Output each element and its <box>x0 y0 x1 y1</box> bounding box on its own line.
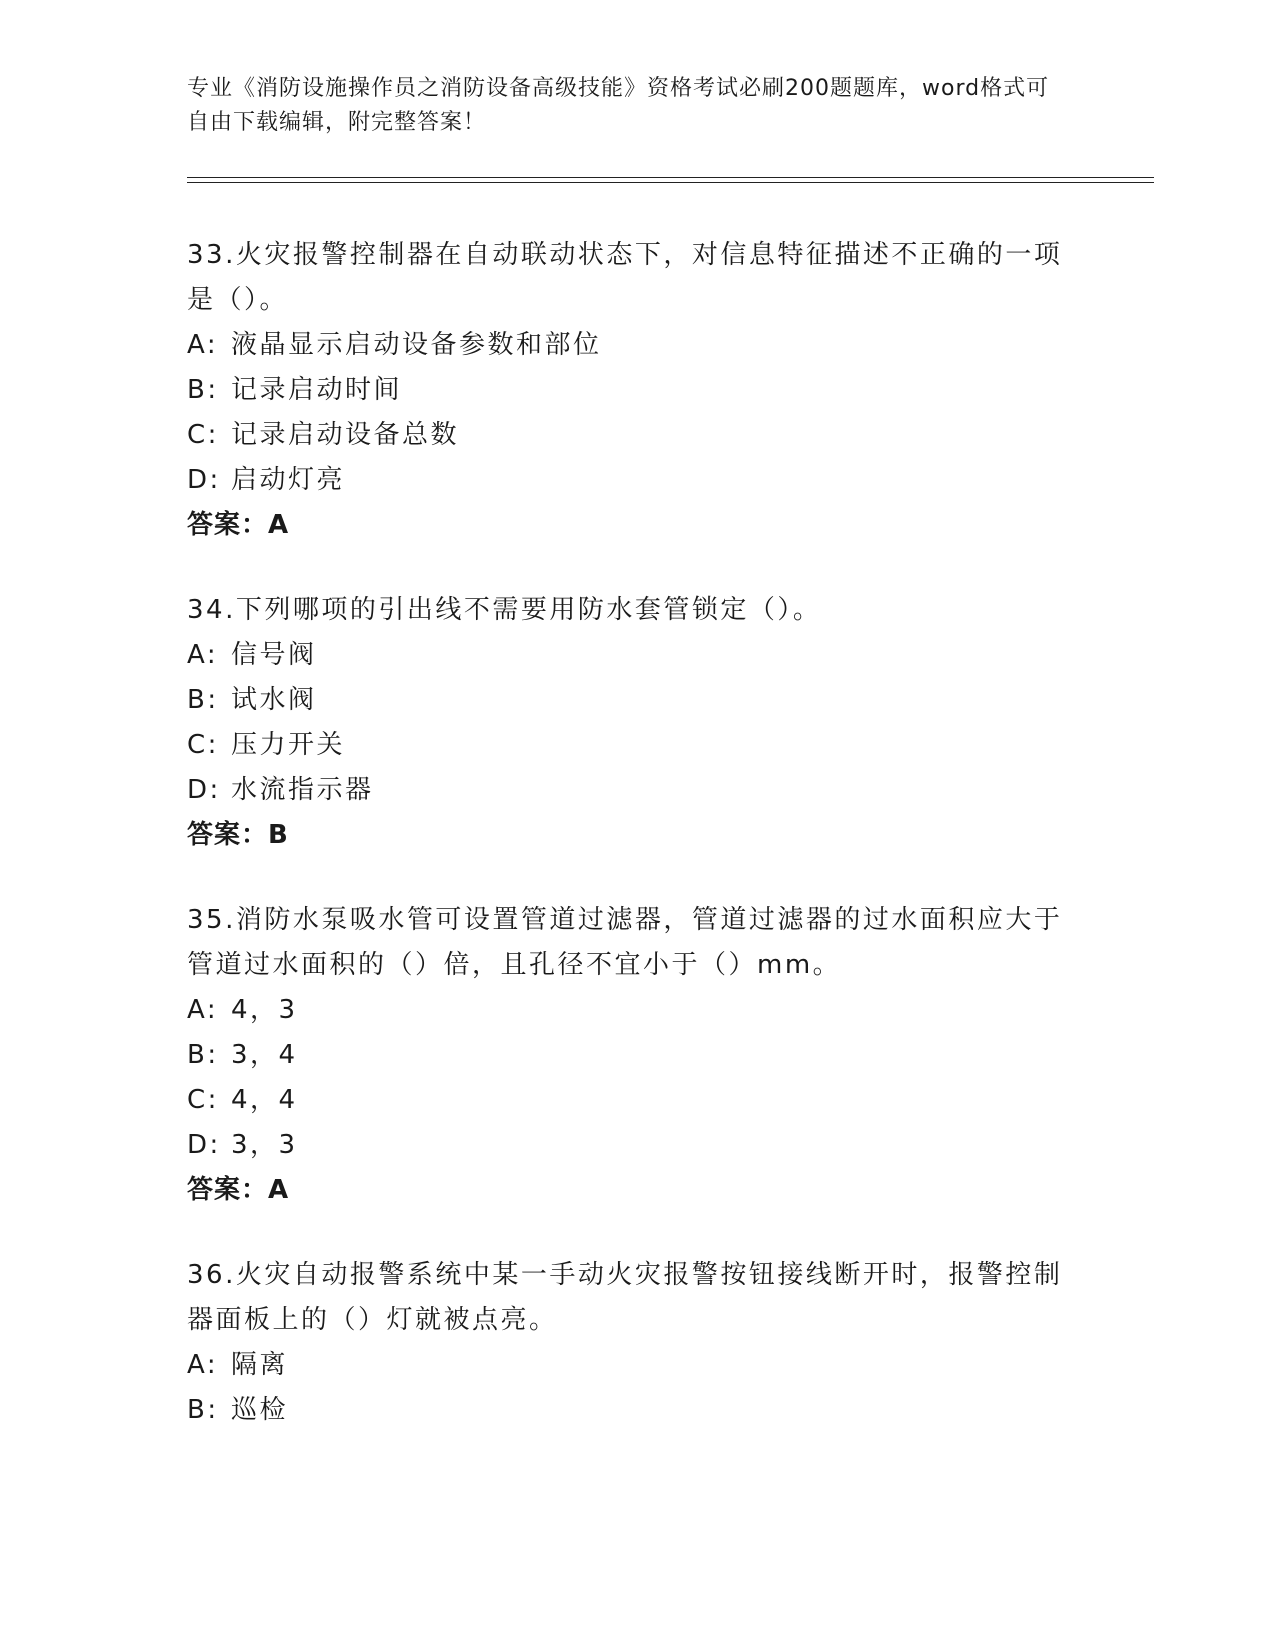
option-letter: B: <box>187 1395 219 1425</box>
option-letter: D: <box>187 465 221 495</box>
option-letter: B: <box>187 685 219 715</box>
option-letter: D: <box>187 1130 221 1160</box>
question-36 <box>187 1253 1087 1433</box>
question-text: 35.消防水泵吸水管可设置管道过滤器，管道过滤器的过水面积应大于管道过水面积的（）倍，且孔径不宜小于（）mm。 <box>187 905 1063 980</box>
option-letter: A: <box>187 640 219 670</box>
question-text: 33.火灾报警控制器在自动联动状态下，对信息特征描述不正确的一项是（）。 <box>187 240 1063 315</box>
question-text: 36.火灾自动报警系统中某一手动火灾报警按钮接线断开时，报警控制器面板上的（）灯就被点亮。 <box>187 1260 1063 1335</box>
option-c <box>187 1078 1087 1123</box>
question-33 <box>187 233 1087 548</box>
option-text: 4，3 <box>231 995 298 1025</box>
option-b <box>187 368 1087 413</box>
option-a <box>187 323 1087 368</box>
option-text: 启动灯亮 <box>231 465 346 495</box>
question-34 <box>187 588 1087 858</box>
option-d <box>187 458 1087 503</box>
header-divider-top <box>187 177 1154 178</box>
option-text: 3，4 <box>231 1040 298 1070</box>
answer-line: 答案：A <box>187 1175 290 1205</box>
option-text: 液晶显示启动设备参数和部位 <box>231 330 602 360</box>
option-a <box>187 1343 1087 1388</box>
option-text: 试水阀 <box>231 685 317 715</box>
document-header: 专业《消防设施操作员之消防设备高级技能》资格考试必刷200题题库，word格式可自由下载编辑，附完整答案！ <box>187 76 1050 135</box>
option-text: 巡检 <box>231 1395 289 1425</box>
option-letter: C: <box>187 420 219 450</box>
option-a <box>187 988 1087 1033</box>
option-text: 3，3 <box>231 1130 298 1160</box>
option-c <box>187 413 1087 458</box>
question-35 <box>187 898 1087 1213</box>
question-list <box>187 233 1087 1473</box>
option-d <box>187 1123 1087 1168</box>
question-text: 34.下列哪项的引出线不需要用防水套管锁定（）。 <box>187 595 822 625</box>
header-divider-bottom <box>187 182 1154 183</box>
option-letter: C: <box>187 730 219 760</box>
option-b <box>187 1388 1087 1433</box>
option-text: 信号阀 <box>231 640 317 670</box>
option-c <box>187 723 1087 768</box>
option-text: 水流指示器 <box>231 775 374 805</box>
option-text: 隔离 <box>231 1350 289 1380</box>
option-letter: B: <box>187 1040 219 1070</box>
option-b <box>187 678 1087 723</box>
option-a <box>187 633 1087 678</box>
option-letter: A: <box>187 330 219 360</box>
answer-line: 答案：A <box>187 510 290 540</box>
option-letter: A: <box>187 1350 219 1380</box>
option-text: 压力开关 <box>231 730 346 760</box>
answer-line: 答案：B <box>187 820 289 850</box>
option-b <box>187 1033 1087 1078</box>
option-text: 记录启动时间 <box>231 375 403 405</box>
option-letter: D: <box>187 775 221 805</box>
option-d <box>187 768 1087 813</box>
option-letter: A: <box>187 995 219 1025</box>
option-letter: B: <box>187 375 219 405</box>
option-letter: C: <box>187 1085 219 1115</box>
option-text: 4，4 <box>231 1085 298 1115</box>
option-text: 记录启动设备总数 <box>231 420 460 450</box>
